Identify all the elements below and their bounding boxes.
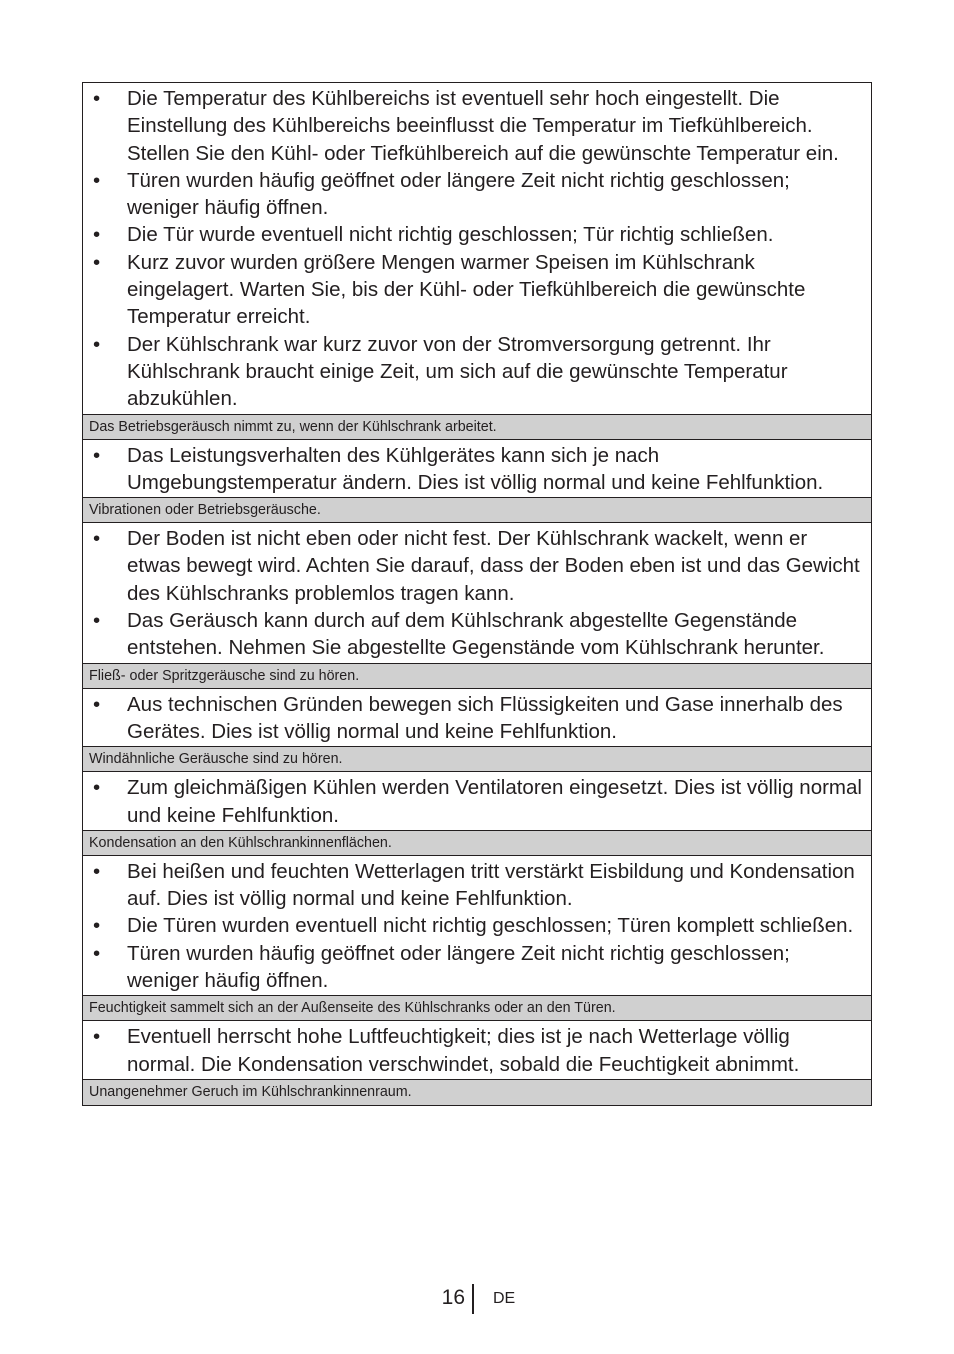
bullet-icon: •: [93, 87, 101, 110]
list-item-text: Das Leistungsverhalten des Kühlgerätes kann sich je nach Umgebungstemperatur ändern. Dies ist völlig normal und keine Fehlfunktion.: [127, 443, 824, 494]
list-item: [89, 167, 863, 222]
list-item: [89, 442, 863, 497]
footer-separator: [472, 1284, 474, 1314]
list-item-text: Die Temperatur des Kühlbereichs ist eventuell sehr hoch eingestellt. Die Einstellung des Kühlbereichs beeinflusst die Temperatur im Tiefkühlbereich. Stellen Sie den Kühl- oder Tiefkühlbereich auf die gewünschte Temperatur ein.: [127, 87, 839, 165]
list-item: [89, 858, 863, 913]
troubleshooting-table: [82, 82, 872, 1106]
list-item: [89, 1023, 863, 1078]
bullet-icon: •: [93, 168, 101, 192]
section-body: [83, 83, 871, 415]
section-body: [83, 523, 871, 663]
bullet-icon: •: [93, 609, 101, 633]
list-item-text: Die Türen wurden eventuell nicht richtig geschlossen; Türen komplett schließen.: [127, 914, 854, 938]
list-item: [89, 525, 863, 607]
section-body: [83, 440, 871, 499]
bullet-icon: •: [93, 692, 101, 716]
section-heading: Feuchtigkeit sammelt sich an der Außenseite des Kühlschranks oder an den Türen.: [83, 996, 871, 1021]
section-heading: Fließ- oder Spritzgeräusche sind zu hören.: [83, 664, 871, 689]
list-item-text: Eventuell herrscht hohe Luftfeuchtigkeit; dies ist je nach Wetterlage völlig normal. Die Kondensation verschwindet, sobald die Feuchtigkeit abnimmt.: [127, 1025, 800, 1076]
list-item-text: Türen wurden häufig geöffnet oder längere Zeit nicht richtig geschlossen; weniger häufig öffnen.: [127, 168, 790, 220]
bullet-list: [89, 442, 863, 497]
list-item-text: Das Geräusch kann durch auf dem Kühlschrank abgestellte Gegenstände entstehen. Nehmen Sie abgestellte Gegenstände vom Kühlschrank herunter.: [127, 609, 825, 660]
bullet-list: [89, 774, 863, 829]
bullet-icon: •: [93, 1025, 101, 1049]
list-item-text: Zum gleichmäßigen Kühlen werden Ventilatoren eingesetzt. Dies ist völlig normal und keine Fehlfunktion.: [127, 776, 862, 827]
section-heading: Unangenehmer Geruch im Kühlschrankinnenraum.: [83, 1080, 871, 1105]
bullet-icon: •: [93, 527, 101, 551]
page-number: 16: [441, 1286, 465, 1309]
list-item-text: Der Kühlschrank war kurz zuvor von der Stromversorgung getrennt. Ihr Kühlschrank braucht einige Zeit, um sich auf die gewünschte Temperatur abzukühlen.: [127, 332, 788, 411]
section-heading: Vibrationen oder Betriebsgeräusche.: [83, 498, 871, 523]
list-item-text: Aus technischen Gründen bewegen sich Flüssigkeiten und Gase innerhalb des Gerätes. Dies ist völlig normal und keine Fehlfunktion.: [127, 692, 843, 743]
section-heading: Kondensation an den Kühlschrankinnenflächen.: [83, 831, 871, 856]
list-item-text: Bei heißen und feuchten Wetterlagen tritt verstärkt Eisbildung und Kondensation auf. Dies ist völlig normal und keine Fehlfunktion.: [127, 859, 855, 911]
list-item: [89, 331, 863, 413]
list-item: [89, 85, 863, 167]
bullet-icon: •: [93, 914, 101, 938]
section-heading: Das Betriebsgeräusch nimmt zu, wenn der Kühlschrank arbeitet.: [83, 415, 871, 440]
page-footer: [0, 1284, 954, 1314]
list-item: [89, 249, 863, 331]
bullet-icon: •: [93, 223, 101, 247]
section-body: [83, 856, 871, 996]
bullet-icon: •: [93, 941, 101, 965]
bullet-list: [89, 85, 863, 413]
bullet-list: [89, 525, 863, 661]
bullet-list: [89, 1023, 863, 1078]
list-item-text: Kurz zuvor wurden größere Mengen warmer Speisen im Kühlschrank eingelagert. Warten Sie, bis der Kühl- oder Tiefkühlbereich die gewünschte Temperatur erreicht.: [127, 250, 806, 329]
bullet-icon: •: [93, 776, 101, 800]
bullet-icon: •: [93, 859, 101, 883]
list-item-text: Die Tür wurde eventuell nicht richtig geschlossen; Tür richtig schließen.: [127, 223, 774, 247]
list-item: [89, 607, 863, 662]
list-item-text: Der Boden ist nicht eben oder nicht fest. Der Kühlschrank wackelt, wenn er etwas bewegt wird. Achten Sie darauf, dass der Boden eben ist und das Gewicht des Kühlschranks problemlos tragen kann.: [127, 527, 860, 605]
section-body: [83, 689, 871, 748]
bullet-icon: •: [93, 443, 101, 467]
list-item: [89, 912, 863, 939]
bullet-list: [89, 858, 863, 994]
section-body: [83, 772, 871, 831]
bullet-list: [89, 691, 863, 746]
bullet-icon: •: [93, 332, 101, 356]
language-code: DE: [493, 1290, 516, 1307]
list-item-text: Türen wurden häufig geöffnet oder längere Zeit nicht richtig geschlossen; weniger häufig öffnen.: [127, 941, 790, 993]
list-item: [89, 774, 863, 829]
list-item: [89, 691, 863, 746]
section-body: [83, 1021, 871, 1080]
bullet-icon: •: [93, 250, 101, 274]
list-item: [89, 221, 863, 248]
list-item: [89, 940, 863, 995]
section-heading: Windähnliche Geräusche sind zu hören.: [83, 747, 871, 772]
